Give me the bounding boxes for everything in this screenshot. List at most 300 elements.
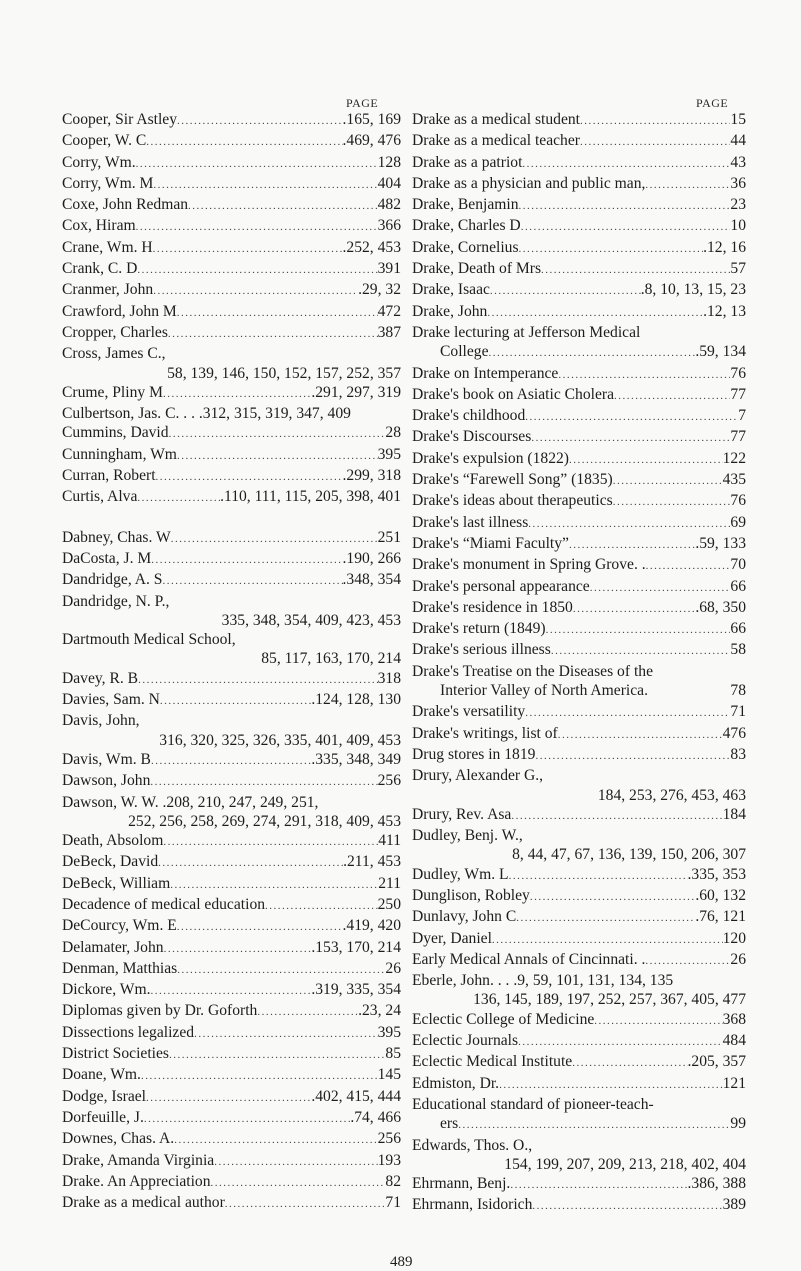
index-entry	[412, 826, 746, 845]
entry-pages: 99	[730, 1115, 746, 1133]
index-entry	[412, 929, 746, 950]
entry-name: Drake's book on Asiatic Cholera	[412, 385, 615, 403]
entry-pages-continued: 252, 256, 258, 269, 274, 291, 318, 409, 453	[128, 812, 401, 830]
entry-pages: .110, 111, 115, 205, 398, 401	[220, 488, 401, 506]
entry-pages: 82	[385, 1172, 401, 1190]
entry-name: Curran, Robert	[62, 467, 156, 485]
index-entry	[412, 259, 746, 280]
dot-leader	[188, 197, 378, 216]
dot-leader	[569, 451, 723, 470]
dot-leader	[518, 1033, 723, 1052]
index-entry	[412, 406, 746, 427]
dot-leader	[530, 888, 695, 907]
index-entry	[412, 865, 746, 886]
dot-leader	[546, 621, 731, 640]
index-entry	[412, 323, 746, 342]
index-entry	[412, 1074, 746, 1095]
entry-pages: 368	[722, 1010, 746, 1028]
index-entry	[412, 766, 746, 785]
entry-name: Early Medical Annals of Cincinnati. .	[412, 950, 646, 968]
index-entry	[62, 549, 401, 570]
index-entry	[412, 555, 746, 576]
entry-pages: 66	[730, 577, 746, 595]
dot-leader	[177, 447, 378, 466]
entry-pages: 77	[730, 385, 746, 403]
entry-pages: 184	[722, 805, 746, 823]
entry-pages: .153, 170, 214	[311, 938, 401, 956]
entry-name: Decadence of medical education	[62, 895, 266, 913]
index-entry	[62, 445, 401, 466]
entry-pages: 391	[377, 260, 401, 278]
entry-pages: 256	[377, 772, 401, 790]
dot-leader	[146, 1089, 311, 1108]
entry-name: Dunlavy, John C	[412, 908, 517, 926]
entry-name: Cooper, W. C	[62, 132, 147, 150]
dot-leader	[162, 572, 342, 591]
dot-leader	[158, 854, 343, 873]
dot-leader	[490, 282, 641, 301]
index-entry	[62, 487, 401, 508]
dot-leader	[177, 112, 342, 131]
entry-name: Dandridge, A. S	[62, 571, 163, 589]
entry-pages: .12, 16	[703, 238, 746, 256]
dot-leader	[590, 579, 731, 598]
index-entry	[62, 110, 401, 131]
entry-name: Drake, Isaac	[412, 281, 490, 299]
index-entry	[412, 1031, 746, 1052]
entry-pages: 484	[722, 1032, 746, 1050]
dot-leader	[136, 218, 378, 237]
entry-name: Crume, Pliny M	[62, 383, 163, 401]
dot-leader	[510, 1176, 687, 1195]
entry-name: Dabney, Chas. W	[62, 528, 171, 546]
entry-pages: .469, 476	[342, 132, 401, 150]
entry-name: Drake, John	[412, 302, 488, 320]
dot-leader	[528, 515, 730, 534]
dot-leader	[151, 551, 342, 570]
entry-pages: 404	[377, 174, 401, 192]
entry-pages: .68, 350	[695, 598, 746, 616]
index-entry	[62, 131, 401, 152]
index-entry	[412, 662, 746, 681]
entry-pages-continued: 8, 44, 47, 67, 136, 139, 150, 206, 307	[512, 846, 746, 864]
entry-name: Eclectic Medical Institute	[412, 1053, 573, 1071]
dot-leader	[569, 536, 695, 555]
entry-name: Corry, Wm. M	[62, 174, 154, 192]
index-entry	[412, 131, 746, 152]
entry-pages: 193	[377, 1151, 401, 1169]
entry-pages: 145	[377, 1066, 401, 1084]
entry-name: Crane, Wm. H	[62, 238, 153, 256]
entry-name: Eclectic College of Medicine	[412, 1010, 595, 1028]
entry-name: Drake's childhood	[412, 407, 526, 425]
entry-pages: 318	[377, 669, 401, 687]
entry-name: Drake's “Farewell Song” (1835)	[412, 471, 613, 489]
entry-name: Eberle, John. . . .9, 59, 101, 131, 134, 135	[412, 972, 674, 990]
entry-pages: 389	[722, 1196, 746, 1214]
index-entry	[412, 342, 746, 363]
dot-leader	[177, 961, 385, 980]
entry-name: Davis, John,	[62, 712, 140, 730]
entry-name: Davis, Wm. B	[62, 750, 151, 768]
index-entry	[412, 745, 746, 766]
entry-name: Drake's Treatise on the Diseases of the	[412, 662, 653, 680]
index-entry	[62, 831, 401, 852]
dot-leader	[521, 218, 731, 237]
entry-pages: 69	[730, 513, 746, 531]
index-entry	[62, 1087, 401, 1108]
index-entry	[62, 1108, 401, 1129]
entry-name: Drake's return (1849)	[412, 620, 546, 638]
dot-leader	[146, 133, 342, 152]
entry-name: Drury, Rev. Asa	[412, 805, 512, 823]
entry-name: Drake's ideas about therapeutics	[412, 492, 613, 510]
index-entry	[62, 1065, 401, 1086]
entry-name: Drake, Death of Mrs	[412, 260, 542, 278]
entry-name: Drake as a physician and public man,	[412, 174, 646, 192]
entry-pages: .74, 466	[350, 1108, 401, 1126]
entry-pages: .8, 10, 13, 15, 23	[640, 281, 746, 299]
entry-pages: .76, 121	[695, 908, 746, 926]
index-entry	[412, 971, 746, 990]
entry-pages-continued: 335, 348, 354, 409, 423, 453	[221, 611, 401, 629]
dot-leader	[136, 155, 378, 174]
entry-pages: 77	[730, 428, 746, 446]
entry-pages: .299, 318	[342, 467, 401, 485]
index-entry	[412, 619, 746, 640]
entry-name: Drake's serious illness	[412, 641, 551, 659]
dot-leader	[138, 671, 378, 690]
dot-leader	[194, 1025, 378, 1044]
entry-pages: 7	[738, 407, 746, 425]
page-header-left: PAGE	[346, 96, 379, 110]
entry-pages: 26	[730, 950, 746, 968]
entry-name: Cross, James C.,	[62, 345, 166, 363]
dot-leader	[614, 387, 730, 406]
index-entry	[62, 1193, 401, 1214]
dot-leader	[257, 1003, 358, 1022]
entry-name: Dudley, Wm. L	[412, 865, 509, 883]
dot-leader	[225, 1195, 386, 1214]
index-entry	[412, 1136, 746, 1155]
entry-name: Death, Absolom	[62, 832, 164, 850]
index-entry	[62, 1023, 401, 1044]
index-entry	[62, 153, 401, 174]
entry-name: Downes, Chas. A.	[62, 1130, 175, 1148]
index-entry	[412, 907, 746, 928]
entry-pages: .211, 453	[343, 853, 401, 871]
entry-pages: 121	[722, 1074, 746, 1092]
entry-pages: 122	[722, 449, 746, 467]
entry-name: College	[440, 343, 489, 361]
entry-name: Drury, Alexander G.,	[412, 767, 544, 785]
entry-pages: .29, 32	[358, 281, 401, 299]
index-entry	[412, 805, 746, 826]
dot-leader	[532, 1197, 722, 1216]
entry-pages: 366	[377, 217, 401, 235]
entry-name: Drake, Amanda Virginia	[62, 1151, 215, 1169]
entry-pages: 387	[377, 323, 401, 341]
index-entry	[412, 1095, 746, 1114]
entry-pages: 78	[730, 682, 746, 700]
index-entry	[62, 216, 401, 237]
entry-name: Cropper, Charles	[62, 323, 168, 341]
entry-pages: 15	[730, 111, 746, 128]
entry-name: Ehrmann, Isidorich	[412, 1196, 533, 1214]
entry-name: Edwards, Thos. O.,	[412, 1136, 533, 1154]
entry-pages: 85	[385, 1045, 401, 1063]
entry-pages-continued: 58, 139, 146, 150, 152, 157, 252, 357	[167, 364, 401, 382]
entry-pages-continued: 136, 145, 189, 197, 252, 257, 367, 405, 477	[473, 991, 746, 1009]
dot-leader	[645, 952, 730, 971]
entry-name: Denman, Matthias	[62, 959, 178, 977]
index-entry	[412, 702, 746, 723]
entry-pages: 435	[722, 471, 746, 489]
dot-leader	[171, 530, 378, 549]
entry-pages: 76	[730, 492, 746, 510]
entry-name: Cummins, David	[62, 424, 169, 442]
index-entry	[412, 364, 746, 385]
entry-name: Drake. An Appreciation	[62, 1172, 211, 1190]
entry-name: Dissections legalized	[62, 1023, 195, 1041]
dot-leader	[137, 489, 220, 508]
entry-name: DeCourcy, Wm. E	[62, 917, 177, 935]
entry-name: Dudley, Benj. W.,	[412, 827, 523, 845]
index-entry	[412, 724, 746, 745]
entry-pages: .23, 24	[358, 1002, 401, 1020]
page-header-right: PAGE	[696, 96, 729, 110]
dot-leader	[558, 366, 730, 385]
entry-pages: 76	[730, 364, 746, 382]
entry-pages: .165, 169	[342, 111, 401, 128]
dot-leader	[646, 557, 731, 576]
entry-name: Drake's Discourses	[412, 428, 532, 446]
dot-leader	[177, 304, 378, 323]
dot-leader	[522, 155, 730, 174]
dot-leader	[519, 240, 704, 259]
entry-name: Drake's “Miami Faculty”	[412, 534, 569, 552]
dot-leader	[174, 1131, 377, 1150]
index-entry	[412, 640, 746, 661]
index-entry	[412, 1010, 746, 1031]
entry-pages: 10	[730, 217, 746, 235]
index-entry	[412, 280, 746, 301]
entry-name: Interior Valley of North America.	[440, 682, 648, 700]
dot-leader	[265, 897, 378, 916]
index-entry	[412, 195, 746, 216]
entry-name: DeBeck, William	[62, 874, 171, 892]
index-column-left	[62, 110, 401, 1214]
entry-name: Coxe, John Redman	[62, 196, 189, 214]
index-entry	[62, 302, 401, 323]
index-entry	[62, 980, 401, 1001]
dot-leader	[169, 425, 386, 444]
index-entry	[62, 1044, 401, 1065]
dot-leader	[492, 931, 723, 950]
dot-leader	[531, 429, 730, 448]
index-entry	[62, 771, 401, 792]
entry-name: DaCosta, J. M	[62, 549, 152, 567]
entry-name: Doane, Wm.	[62, 1066, 141, 1084]
entry-name: Culbertson, Jas. C. . . .312, 315, 319, 347, 409	[62, 405, 351, 423]
index-entry	[62, 174, 401, 195]
index-entry	[412, 1114, 746, 1135]
entry-name: Curtis, Alva	[62, 488, 138, 506]
entry-pages: 58	[730, 641, 746, 659]
index-entry	[412, 110, 746, 131]
entry-pages: .348, 354	[342, 571, 401, 589]
dot-leader	[645, 176, 730, 195]
entry-pages: .59, 134	[695, 343, 746, 361]
dot-leader	[153, 240, 343, 259]
entry-pages: 44	[730, 132, 746, 150]
dot-leader	[153, 176, 377, 195]
dot-leader	[151, 752, 311, 771]
dot-leader	[177, 918, 343, 937]
index-entry	[62, 528, 401, 549]
dot-leader	[214, 1153, 377, 1172]
entry-name: Dawson, John	[62, 772, 151, 790]
letter-gap	[62, 509, 401, 528]
index-entry	[412, 681, 746, 702]
dot-leader	[153, 282, 358, 301]
index-entry	[62, 750, 401, 771]
index-entry	[62, 570, 401, 591]
entry-pages: 411	[378, 832, 401, 850]
entry-name: Educational standard of pioneer-teach-	[412, 1095, 654, 1113]
entry-pages: 251	[377, 528, 401, 546]
entry-name: Davies, Sam. N	[62, 691, 160, 709]
index-entry	[62, 916, 401, 937]
dot-leader	[141, 1067, 378, 1086]
index-entry	[62, 466, 401, 487]
index-entry	[412, 302, 746, 323]
dot-leader	[170, 876, 378, 895]
dot-leader	[541, 261, 730, 280]
entry-name: DeBeck, David	[62, 853, 159, 871]
dot-leader	[573, 600, 695, 619]
entry-name: Drake as a medical teacher	[412, 132, 580, 150]
index-entry	[62, 1001, 401, 1022]
entry-name: Drake, Cornelius	[412, 238, 519, 256]
index-entry	[62, 711, 401, 730]
index-entry	[62, 852, 401, 873]
entry-name: District Societies	[62, 1045, 169, 1063]
page-number: 489	[390, 1254, 413, 1270]
entry-name: Drake's residence in 1850	[412, 598, 573, 616]
dot-leader	[169, 1046, 385, 1065]
dot-leader	[594, 1012, 722, 1031]
entry-pages: 120	[722, 929, 746, 947]
entry-name: Crawford, John M	[62, 302, 177, 320]
entry-pages: 71	[385, 1194, 401, 1212]
dot-leader	[525, 408, 738, 427]
entry-name: Cooper, Sir Astley	[62, 111, 178, 128]
dot-leader	[613, 472, 723, 491]
entry-pages: 57	[730, 260, 746, 278]
entry-pages: 26	[385, 959, 401, 977]
entry-pages-continued: 184, 253, 276, 453, 463	[597, 786, 746, 804]
entry-name: Drake as a medical author	[62, 1194, 225, 1212]
entry-pages: 211	[378, 874, 401, 892]
index-entry	[412, 598, 746, 619]
dot-leader	[150, 773, 377, 792]
dot-leader	[551, 642, 731, 661]
entry-pages: .419, 420	[342, 917, 401, 935]
entry-name: Cox, Hiram	[62, 217, 136, 235]
index-entry	[412, 216, 746, 237]
index-entry	[62, 1151, 401, 1172]
entry-name: Drake, Benjamin	[412, 196, 519, 214]
index-entry	[412, 385, 746, 406]
index-entry	[62, 423, 401, 444]
index-entry	[62, 1172, 401, 1193]
entry-name: Drake as a patriot	[412, 153, 523, 171]
dot-leader	[489, 344, 696, 363]
dot-leader	[160, 692, 311, 711]
index-entry	[62, 280, 401, 301]
entry-pages: .252, 453	[342, 238, 401, 256]
entry-pages: 256	[377, 1130, 401, 1148]
entry-pages: .335, 353	[687, 865, 746, 883]
entry-name: Ehrmann, Benj.	[412, 1175, 511, 1193]
entry-name: Dodge, Israel	[62, 1087, 146, 1105]
index-entry	[412, 449, 746, 470]
entry-pages: 472	[377, 302, 401, 320]
index-entry	[412, 491, 746, 512]
index-entry	[62, 344, 401, 363]
entry-name: Dyer, Daniel	[412, 929, 492, 947]
index-entry	[412, 1195, 746, 1216]
entry-pages: .12, 13	[703, 302, 746, 320]
dot-leader	[572, 1054, 687, 1073]
entry-pages: .124, 128, 130	[311, 691, 401, 709]
index-entry	[412, 534, 746, 555]
index-entry	[412, 950, 746, 971]
dot-leader	[487, 304, 703, 323]
entry-pages: 83	[730, 745, 746, 763]
entry-pages: 71	[730, 703, 746, 721]
entry-name: Corry, Wm.	[62, 153, 136, 171]
entry-name: Dandridge, N. P.,	[62, 592, 170, 610]
dot-leader	[613, 493, 731, 512]
entry-name: ers	[440, 1115, 459, 1133]
entry-name: Crank, C. D	[62, 260, 138, 278]
entry-name: Drake's expulsion (1822)	[412, 449, 569, 467]
entry-pages: 70	[730, 556, 746, 574]
entry-pages: .319, 335, 354	[311, 981, 401, 999]
index-entry	[412, 238, 746, 259]
entry-name: Drake's monument in Spring Grove. .	[412, 556, 646, 574]
entry-pages: 28	[385, 424, 401, 442]
entry-pages-continued: 316, 320, 325, 326, 335, 401, 409, 453	[159, 731, 401, 749]
entry-pages: .291, 297, 319	[311, 383, 401, 401]
dot-leader	[499, 1076, 723, 1095]
dot-leader	[211, 1174, 386, 1193]
entry-pages: 395	[377, 445, 401, 463]
index-entry	[62, 195, 401, 216]
entry-pages-continued: 154, 199, 207, 209, 213, 218, 402, 404	[504, 1155, 746, 1173]
entry-pages-continued: 85, 117, 163, 170, 214	[261, 650, 401, 668]
dot-leader	[558, 726, 723, 745]
index-entry	[412, 470, 746, 491]
index-entry	[62, 690, 401, 711]
entry-pages: 395	[377, 1023, 401, 1041]
dot-leader	[164, 940, 312, 959]
dot-leader	[163, 385, 311, 404]
entry-name: Drake's personal appearance	[412, 577, 590, 595]
entry-name: Cunningham, Wm	[62, 445, 177, 463]
